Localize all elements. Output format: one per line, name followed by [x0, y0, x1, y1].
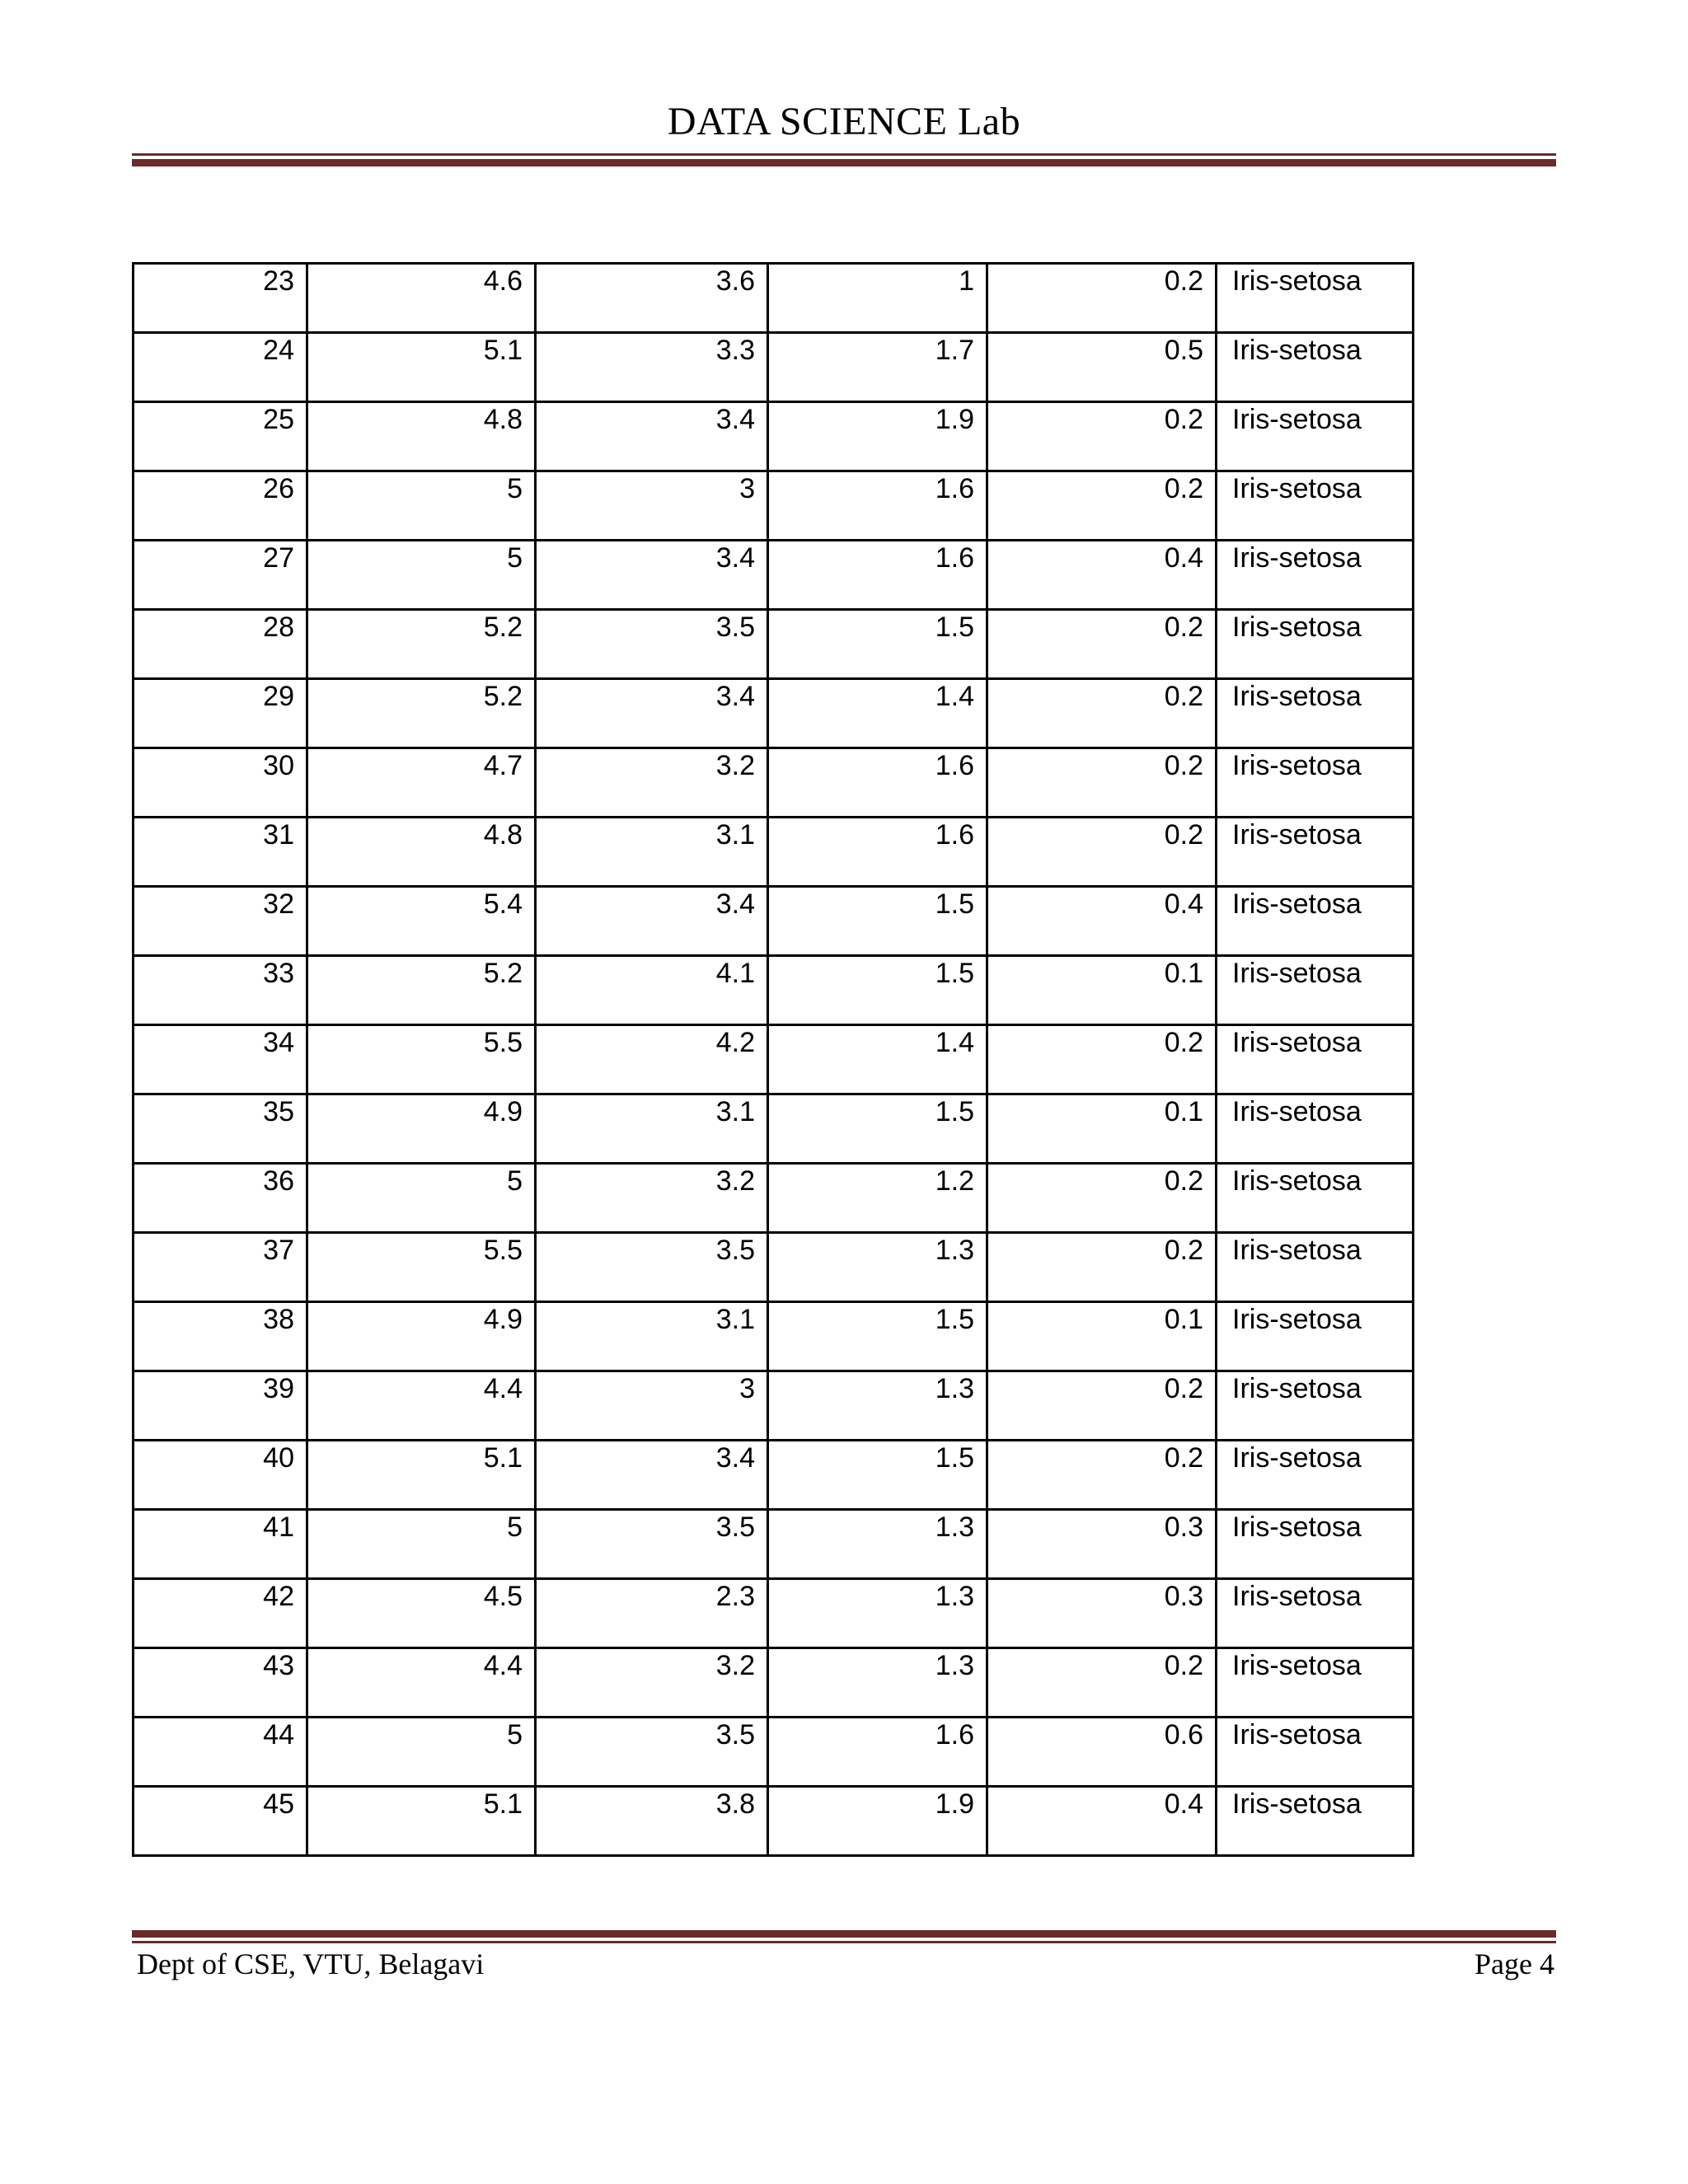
footer-department: Dept of CSE, VTU, Belagavi: [137, 1947, 485, 1980]
cell-sepal-width: 3.5: [536, 1233, 768, 1302]
cell-petal-length: 1.5: [768, 1441, 987, 1510]
cell-petal-length: 1.3: [768, 1371, 987, 1441]
cell-petal-width: 0.1: [987, 956, 1217, 1025]
cell-sepal-width: 3.5: [536, 610, 768, 679]
table-row: [134, 1025, 1414, 1094]
cell-sepal-width: 3.1: [536, 1094, 768, 1164]
cell-species: Iris-setosa: [1217, 1648, 1414, 1718]
cell-species: Iris-setosa: [1217, 402, 1414, 471]
table-row: [134, 610, 1414, 679]
cell-sepal-width: 3.4: [536, 541, 768, 610]
cell-petal-length: 1.6: [768, 818, 987, 887]
cell-petal-length: 1: [768, 264, 987, 333]
cell-species: Iris-setosa: [1217, 610, 1414, 679]
page-header-title: DATA SCIENCE Lab: [667, 100, 1021, 143]
cell-row-id: 30: [134, 748, 307, 818]
cell-sepal-width: 4.1: [536, 956, 768, 1025]
table-row: [134, 1718, 1414, 1787]
cell-row-id: 27: [134, 541, 307, 610]
cell-sepal-width: 3.5: [536, 1718, 768, 1787]
cell-sepal-length: 4.7: [307, 748, 536, 818]
cell-row-id: 37: [134, 1233, 307, 1302]
cell-petal-width: 0.2: [987, 264, 1217, 333]
cell-sepal-width: 3.2: [536, 1648, 768, 1718]
cell-petal-length: 1.5: [768, 1302, 987, 1371]
cell-petal-width: 0.1: [987, 1302, 1217, 1371]
cell-petal-width: 0.2: [987, 1441, 1217, 1510]
cell-petal-length: 1.5: [768, 1094, 987, 1164]
cell-species: Iris-setosa: [1217, 471, 1414, 541]
cell-species: Iris-setosa: [1217, 1579, 1414, 1648]
cell-species: Iris-setosa: [1217, 748, 1414, 818]
cell-sepal-width: 3.4: [536, 1441, 768, 1510]
cell-sepal-length: 4.4: [307, 1371, 536, 1441]
cell-row-id: 40: [134, 1441, 307, 1510]
cell-sepal-width: 2.3: [536, 1579, 768, 1648]
cell-petal-width: 0.2: [987, 471, 1217, 541]
cell-petal-width: 0.2: [987, 818, 1217, 887]
cell-sepal-length: 5.2: [307, 610, 536, 679]
cell-petal-width: 0.1: [987, 1094, 1217, 1164]
cell-sepal-length: 4.5: [307, 1579, 536, 1648]
cell-sepal-length: 5.1: [307, 1441, 536, 1510]
table-row: [134, 541, 1414, 610]
table-row: [134, 1579, 1414, 1648]
cell-petal-width: 0.4: [987, 887, 1217, 956]
cell-row-id: 33: [134, 956, 307, 1025]
iris-data-table: [132, 262, 1414, 1857]
table-row: [134, 1164, 1414, 1233]
cell-row-id: 29: [134, 679, 307, 748]
cell-row-id: 31: [134, 818, 307, 887]
table-row: [134, 264, 1414, 333]
cell-sepal-length: 5: [307, 1510, 536, 1579]
table-row: [134, 679, 1414, 748]
cell-petal-length: 1.5: [768, 956, 987, 1025]
cell-sepal-width: 3.2: [536, 1164, 768, 1233]
cell-row-id: 32: [134, 887, 307, 956]
table-row: [134, 887, 1414, 956]
cell-sepal-width: 3: [536, 471, 768, 541]
table-row: [134, 402, 1414, 471]
cell-row-id: 23: [134, 264, 307, 333]
cell-sepal-length: 5: [307, 541, 536, 610]
cell-sepal-length: 5.2: [307, 679, 536, 748]
cell-sepal-width: 3.1: [536, 818, 768, 887]
table-row: [134, 1094, 1414, 1164]
cell-sepal-width: 3.2: [536, 748, 768, 818]
cell-row-id: 26: [134, 471, 307, 541]
cell-petal-length: 1.5: [768, 887, 987, 956]
cell-row-id: 38: [134, 1302, 307, 1371]
cell-petal-width: 0.2: [987, 1648, 1217, 1718]
footer-page-number: Page 4: [1475, 1947, 1554, 1980]
cell-sepal-length: 4.9: [307, 1302, 536, 1371]
cell-petal-width: 0.3: [987, 1579, 1217, 1648]
cell-sepal-width: 3.4: [536, 679, 768, 748]
cell-species: Iris-setosa: [1217, 1302, 1414, 1371]
table-row: [134, 1371, 1414, 1441]
cell-petal-width: 0.4: [987, 1787, 1217, 1856]
cell-petal-length: 1.5: [768, 610, 987, 679]
cell-petal-width: 0.2: [987, 1025, 1217, 1094]
cell-sepal-length: 5.5: [307, 1233, 536, 1302]
table-row: [134, 818, 1414, 887]
cell-sepal-width: 3.6: [536, 264, 768, 333]
cell-row-id: 43: [134, 1648, 307, 1718]
cell-petal-length: 1.3: [768, 1648, 987, 1718]
cell-petal-length: 1.7: [768, 333, 987, 402]
cell-petal-width: 0.5: [987, 333, 1217, 402]
cell-species: Iris-setosa: [1217, 1371, 1414, 1441]
cell-sepal-width: 3.4: [536, 887, 768, 956]
table-row: [134, 1441, 1414, 1510]
cell-row-id: 39: [134, 1371, 307, 1441]
cell-species: Iris-setosa: [1217, 1233, 1414, 1302]
cell-species: Iris-setosa: [1217, 1510, 1414, 1579]
cell-petal-length: 1.9: [768, 1787, 987, 1856]
cell-species: Iris-setosa: [1217, 1787, 1414, 1856]
cell-species: Iris-setosa: [1217, 541, 1414, 610]
header-divider: [132, 153, 1556, 166]
cell-petal-length: 1.6: [768, 1718, 987, 1787]
cell-sepal-length: 5: [307, 1718, 536, 1787]
cell-species: Iris-setosa: [1217, 1094, 1414, 1164]
cell-sepal-width: 3.3: [536, 333, 768, 402]
cell-petal-width: 0.2: [987, 748, 1217, 818]
cell-species: Iris-setosa: [1217, 956, 1414, 1025]
cell-petal-length: 1.6: [768, 541, 987, 610]
table-row: [134, 1648, 1414, 1718]
cell-sepal-length: 5.5: [307, 1025, 536, 1094]
cell-sepal-length: 5.1: [307, 1787, 536, 1856]
cell-petal-length: 1.4: [768, 679, 987, 748]
cell-petal-length: 1.3: [768, 1579, 987, 1648]
cell-sepal-length: 5.2: [307, 956, 536, 1025]
cell-petal-length: 1.2: [768, 1164, 987, 1233]
cell-species: Iris-setosa: [1217, 264, 1414, 333]
cell-petal-length: 1.3: [768, 1233, 987, 1302]
cell-row-id: 44: [134, 1718, 307, 1787]
cell-petal-length: 1.4: [768, 1025, 987, 1094]
cell-row-id: 28: [134, 610, 307, 679]
cell-sepal-length: 4.9: [307, 1094, 536, 1164]
cell-petal-width: 0.2: [987, 402, 1217, 471]
cell-petal-length: 1.6: [768, 748, 987, 818]
table-row: [134, 471, 1414, 541]
cell-sepal-length: 5: [307, 471, 536, 541]
cell-row-id: 35: [134, 1094, 307, 1164]
table-row: [134, 748, 1414, 818]
cell-petal-width: 0.2: [987, 679, 1217, 748]
cell-petal-length: 1.6: [768, 471, 987, 541]
cell-row-id: 36: [134, 1164, 307, 1233]
cell-species: Iris-setosa: [1217, 1441, 1414, 1510]
cell-sepal-length: 5.4: [307, 887, 536, 956]
cell-species: Iris-setosa: [1217, 1718, 1414, 1787]
cell-sepal-length: 5: [307, 1164, 536, 1233]
cell-petal-length: 1.9: [768, 402, 987, 471]
cell-row-id: 34: [134, 1025, 307, 1094]
cell-petal-length: 1.3: [768, 1510, 987, 1579]
cell-species: Iris-setosa: [1217, 1025, 1414, 1094]
cell-petal-width: 0.3: [987, 1510, 1217, 1579]
cell-sepal-width: 3.5: [536, 1510, 768, 1579]
cell-row-id: 42: [134, 1579, 307, 1648]
iris-data-table-container: [132, 262, 1414, 1857]
cell-sepal-width: 3: [536, 1371, 768, 1441]
table-row: [134, 1302, 1414, 1371]
cell-petal-width: 0.2: [987, 1371, 1217, 1441]
table-row: [134, 956, 1414, 1025]
cell-sepal-width: 3.4: [536, 402, 768, 471]
cell-sepal-length: 5.1: [307, 333, 536, 402]
table-row: [134, 333, 1414, 402]
cell-species: Iris-setosa: [1217, 333, 1414, 402]
cell-petal-width: 0.2: [987, 610, 1217, 679]
table-row: [134, 1510, 1414, 1579]
cell-petal-width: 0.2: [987, 1164, 1217, 1233]
table-body: [134, 264, 1414, 1856]
cell-species: Iris-setosa: [1217, 818, 1414, 887]
cell-row-id: 25: [134, 402, 307, 471]
cell-petal-width: 0.2: [987, 1233, 1217, 1302]
cell-sepal-width: 4.2: [536, 1025, 768, 1094]
cell-row-id: 45: [134, 1787, 307, 1856]
table-row: [134, 1787, 1414, 1856]
cell-row-id: 41: [134, 1510, 307, 1579]
cell-petal-width: 0.6: [987, 1718, 1217, 1787]
cell-sepal-length: 4.4: [307, 1648, 536, 1718]
cell-species: Iris-setosa: [1217, 1164, 1414, 1233]
cell-sepal-length: 4.8: [307, 818, 536, 887]
cell-petal-width: 0.4: [987, 541, 1217, 610]
cell-sepal-width: 3.1: [536, 1302, 768, 1371]
cell-sepal-width: 3.8: [536, 1787, 768, 1856]
cell-row-id: 24: [134, 333, 307, 402]
cell-species: Iris-setosa: [1217, 679, 1414, 748]
cell-species: Iris-setosa: [1217, 887, 1414, 956]
table-row: [134, 1233, 1414, 1302]
footer-divider: [132, 1930, 1556, 1943]
cell-sepal-length: 4.6: [307, 264, 536, 333]
cell-sepal-length: 4.8: [307, 402, 536, 471]
